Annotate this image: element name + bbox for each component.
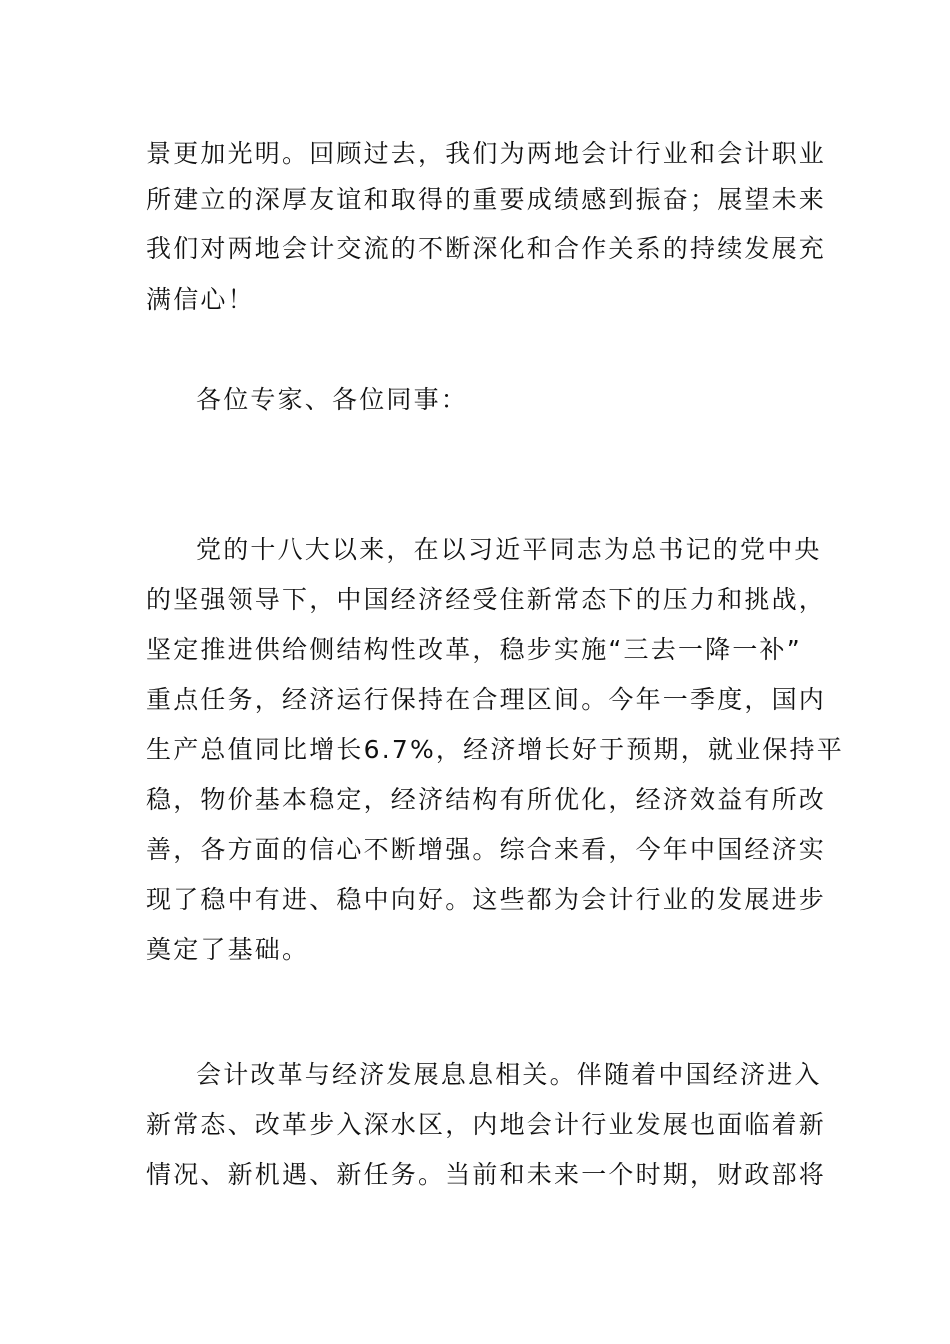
paragraph-line: 生产总值同比增长6.7%，经济增长好于预期，就业保持平 [146,735,844,764]
paragraph-line: 情况、新机遇、新任务。当前和未来一个时期，财政部将 [146,1160,827,1189]
paragraph-line: 满信心！ [146,285,255,314]
paragraph-line: 景更加光明。回顾过去，我们为两地会计行业和会计职业 [146,139,827,168]
paragraph-line: 坚定推进供给侧结构性改革，稳步实施“三去一降一补” [146,635,802,664]
paragraph-line: 稳，物价基本稳定，经济结构有所优化，经济效益有所改 [146,785,827,814]
paragraph-line: 重点任务，经济运行保持在合理区间。今年一季度，国内 [146,685,827,714]
paragraph-line: 奠定了基础。 [146,935,310,964]
paragraph-line: 党的十八大以来，在以习近平同志为总书记的党中央 [196,535,822,564]
paragraph-line: 新常态、改革步入深水区，内地会计行业发展也面临着新 [146,1110,827,1139]
paragraph-line: 所建立的深厚友谊和取得的重要成绩感到振奋；展望未来 [146,185,827,214]
paragraph-line: 我们对两地会计交流的不断深化和合作关系的持续发展充 [146,234,827,263]
paragraph-line: 会计改革与经济发展息息相关。伴随着中国经济进入 [196,1060,822,1089]
paragraph-line: 善，各方面的信心不断增强。综合来看，今年中国经济实 [146,835,827,864]
paragraph-line: 的坚强领导下，中国经济经受住新常态下的压力和挑战， [146,585,827,614]
salutation: 各位专家、各位同事： [196,385,469,414]
paragraph-line: 现了稳中有进、稳中向好。这些都为会计行业的发展进步 [146,885,827,914]
